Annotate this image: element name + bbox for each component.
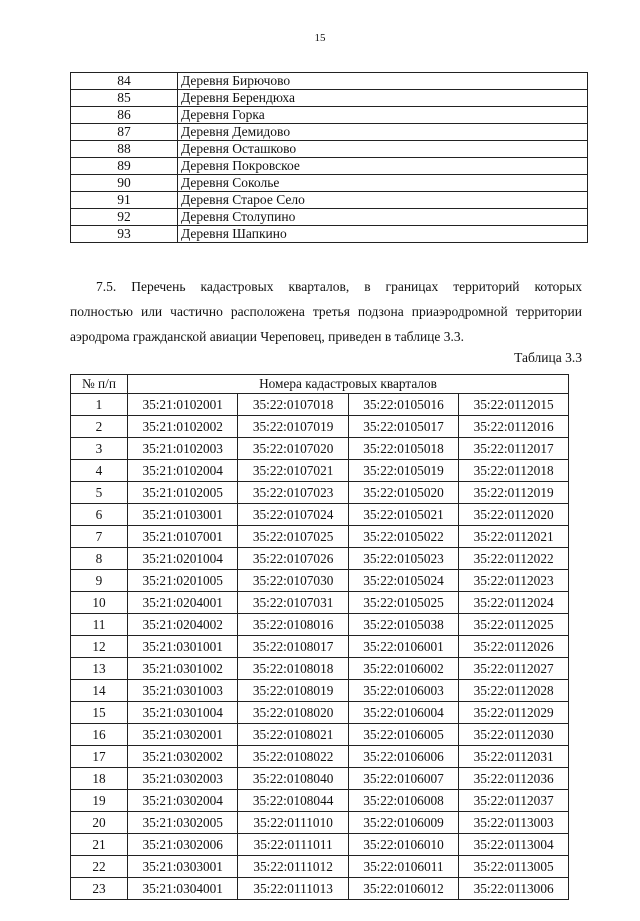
table-row [71,614,569,636]
table-header-row [71,375,569,394]
cadastral-number: 35:22:0111011 [238,834,348,856]
cadastral-number: 35:22:0112031 [459,746,569,768]
village-name: Деревня Соколье [178,175,588,192]
village-row [71,90,588,107]
cadastral-number: 35:22:0105021 [348,504,458,526]
cadastral-number: 35:22:0106004 [348,702,458,724]
villages-table-body [71,73,588,243]
cadastral-number: 35:21:0302005 [128,812,238,834]
cadastral-number: 35:22:0113003 [459,812,569,834]
village-number: 85 [71,90,178,107]
cadastral-number: 35:21:0302004 [128,790,238,812]
cadastral-number: 35:22:0108018 [238,658,348,680]
row-number: 15 [71,702,128,724]
cadastral-number: 35:22:0112037 [459,790,569,812]
cadastral-quarters-table [70,374,569,900]
cadastral-number: 35:22:0107025 [238,526,348,548]
cadastral-number: 35:22:0106009 [348,812,458,834]
cadastral-number: 35:21:0302003 [128,768,238,790]
cadastral-number: 35:22:0112025 [459,614,569,636]
table-row [71,724,569,746]
row-number: 9 [71,570,128,592]
cadastral-number: 35:21:0301002 [128,658,238,680]
cadastral-number: 35:21:0302006 [128,834,238,856]
village-name: Деревня Покровское [178,158,588,175]
table-caption: Таблица 3.3 [514,350,582,365]
village-name: Деревня Бирючово [178,73,588,90]
row-number: 7 [71,526,128,548]
paragraph-line-3: аэродрома гражданской авиации Череповец, приведен в таблице 3.3. [70,329,465,344]
cadastral-number: 35:21:0102004 [128,460,238,482]
cadastral-number: 35:22:0106010 [348,834,458,856]
village-name: Деревня Шапкино [178,226,588,243]
section-paragraph [70,274,582,349]
page-number: 15 [314,32,326,44]
village-row [71,73,588,90]
paragraph-line-2: полностью или частично расположена третья подзона приаэродромной территории [70,304,582,319]
table-row [71,482,569,504]
cadastral-number: 35:22:0105022 [348,526,458,548]
row-number: 13 [71,658,128,680]
cadastral-number: 35:22:0112024 [459,592,569,614]
header-number: № п/п [71,375,128,394]
cadastral-number: 35:22:0112036 [459,768,569,790]
cadastral-number: 35:22:0105020 [348,482,458,504]
village-name: Деревня Старое Село [178,192,588,209]
row-number: 8 [71,548,128,570]
table-row [71,548,569,570]
village-row [71,141,588,158]
row-number: 2 [71,416,128,438]
cadastral-number: 35:22:0107030 [238,570,348,592]
cadastral-number: 35:22:0112022 [459,548,569,570]
cadastral-number: 35:22:0106005 [348,724,458,746]
table-row [71,394,569,416]
village-row [71,158,588,175]
cadastral-number: 35:22:0105019 [348,460,458,482]
village-number: 88 [71,141,178,158]
cadastral-number: 35:21:0204002 [128,614,238,636]
cadastral-number: 35:22:0108017 [238,636,348,658]
cadastral-number: 35:22:0112015 [459,394,569,416]
cadastral-number: 35:22:0106006 [348,746,458,768]
village-number: 90 [71,175,178,192]
paragraph-line-1: 7.5. Перечень кадастровых кварталов, в границах территорий которых [96,279,582,294]
row-number: 12 [71,636,128,658]
cadastral-number: 35:22:0113005 [459,856,569,878]
cadastral-number: 35:22:0107018 [238,394,348,416]
village-row [71,192,588,209]
table-row [71,504,569,526]
cadastral-number: 35:22:0106008 [348,790,458,812]
village-row [71,124,588,141]
village-name: Деревня Демидово [178,124,588,141]
row-number: 6 [71,504,128,526]
cadastral-number: 35:22:0106003 [348,680,458,702]
cadastral-number: 35:22:0106001 [348,636,458,658]
cadastral-number: 35:21:0301004 [128,702,238,724]
row-number: 1 [71,394,128,416]
cadastral-number: 35:22:0107021 [238,460,348,482]
village-name: Деревня Столупино [178,209,588,226]
cadastral-number: 35:22:0112023 [459,570,569,592]
cadastral-number: 35:21:0302002 [128,746,238,768]
village-name: Деревня Берендюха [178,90,588,107]
cadastral-number: 35:22:0112030 [459,724,569,746]
cadastral-number: 35:22:0112016 [459,416,569,438]
row-number: 14 [71,680,128,702]
table-row [71,702,569,724]
cadastral-number: 35:22:0112026 [459,636,569,658]
cadastral-number: 35:22:0108040 [238,768,348,790]
cadastral-number: 35:21:0302001 [128,724,238,746]
cadastral-number: 35:22:0105016 [348,394,458,416]
table-row [71,438,569,460]
cadastral-number: 35:22:0107020 [238,438,348,460]
cadastral-number: 35:22:0106012 [348,878,458,900]
table-row [71,658,569,680]
row-number: 16 [71,724,128,746]
cadastral-number: 35:21:0201004 [128,548,238,570]
cadastral-number: 35:21:0301003 [128,680,238,702]
cadastral-number: 35:22:0107023 [238,482,348,504]
cadastral-number: 35:22:0106007 [348,768,458,790]
table-row [71,834,569,856]
village-number: 86 [71,107,178,124]
cadastral-number: 35:22:0107019 [238,416,348,438]
cadastral-number: 35:22:0112029 [459,702,569,724]
cadastral-number: 35:21:0107001 [128,526,238,548]
cadastral-number: 35:22:0112018 [459,460,569,482]
cadastral-number: 35:22:0112017 [459,438,569,460]
row-number: 19 [71,790,128,812]
cadastral-number: 35:22:0108020 [238,702,348,724]
table-row [71,812,569,834]
cadastral-number: 35:21:0102005 [128,482,238,504]
cadastral-number: 35:22:0105023 [348,548,458,570]
village-number: 92 [71,209,178,226]
village-row [71,226,588,243]
cadastral-number: 35:22:0108016 [238,614,348,636]
cadastral-number: 35:22:0112027 [459,658,569,680]
table-row [71,746,569,768]
village-name: Деревня Осташково [178,141,588,158]
table-row [71,526,569,548]
cadastral-number: 35:22:0107031 [238,592,348,614]
cadastral-quarters-body [71,394,569,900]
cadastral-number: 35:21:0304001 [128,878,238,900]
cadastral-number: 35:22:0105025 [348,592,458,614]
table-row [71,460,569,482]
village-number: 87 [71,124,178,141]
cadastral-number: 35:22:0108019 [238,680,348,702]
village-name: Деревня Горка [178,107,588,124]
table-row [71,878,569,900]
table-row [71,416,569,438]
cadastral-number: 35:22:0106011 [348,856,458,878]
row-number: 22 [71,856,128,878]
row-number: 18 [71,768,128,790]
cadastral-number: 35:22:0113004 [459,834,569,856]
cadastral-number: 35:22:0107026 [238,548,348,570]
cadastral-number: 35:22:0111012 [238,856,348,878]
cadastral-number: 35:22:0112019 [459,482,569,504]
cadastral-number: 35:21:0301001 [128,636,238,658]
cadastral-number: 35:22:0108044 [238,790,348,812]
row-number: 20 [71,812,128,834]
row-number: 10 [71,592,128,614]
village-row [71,107,588,124]
row-number: 21 [71,834,128,856]
cadastral-number: 35:21:0102003 [128,438,238,460]
row-number: 17 [71,746,128,768]
table-row [71,680,569,702]
row-number: 4 [71,460,128,482]
row-number: 5 [71,482,128,504]
cadastral-number: 35:22:0111010 [238,812,348,834]
row-number: 3 [71,438,128,460]
header-title: Номера кадастровых кварталов [128,375,569,394]
cadastral-number: 35:21:0103001 [128,504,238,526]
village-number: 91 [71,192,178,209]
table-row [71,768,569,790]
row-number: 11 [71,614,128,636]
cadastral-number: 35:22:0113006 [459,878,569,900]
village-row [71,209,588,226]
village-number: 89 [71,158,178,175]
villages-table [70,72,588,243]
table-row [71,790,569,812]
cadastral-number: 35:22:0108021 [238,724,348,746]
cadastral-number: 35:22:0111013 [238,878,348,900]
table-row [71,570,569,592]
cadastral-number: 35:22:0105017 [348,416,458,438]
village-number: 84 [71,73,178,90]
table-row [71,636,569,658]
cadastral-number: 35:22:0112028 [459,680,569,702]
cadastral-number: 35:21:0201005 [128,570,238,592]
table-row [71,856,569,878]
cadastral-number: 35:22:0105024 [348,570,458,592]
cadastral-number: 35:21:0303001 [128,856,238,878]
cadastral-number: 35:22:0106002 [348,658,458,680]
cadastral-number: 35:21:0102002 [128,416,238,438]
cadastral-number: 35:22:0112021 [459,526,569,548]
village-number: 93 [71,226,178,243]
table-row [71,592,569,614]
village-row [71,175,588,192]
cadastral-number: 35:21:0102001 [128,394,238,416]
cadastral-number: 35:22:0108022 [238,746,348,768]
row-number: 23 [71,878,128,900]
cadastral-number: 35:22:0105038 [348,614,458,636]
cadastral-number: 35:22:0105018 [348,438,458,460]
cadastral-number: 35:21:0204001 [128,592,238,614]
cadastral-number: 35:22:0107024 [238,504,348,526]
cadastral-number: 35:22:0112020 [459,504,569,526]
